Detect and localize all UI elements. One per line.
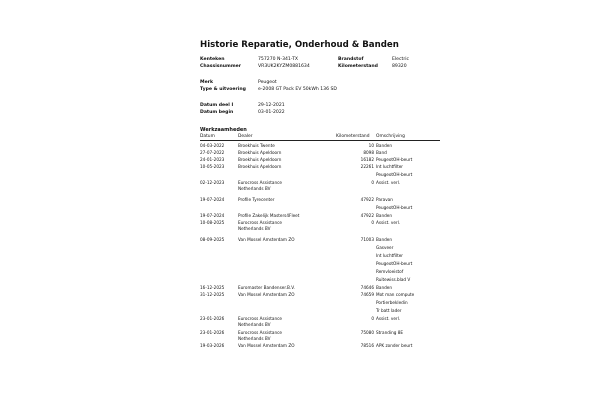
row-datum: 23-01-2026 [200, 330, 225, 335]
row-dealer: Eurocross Assistance Netherlands BV [238, 180, 282, 191]
row-kilometerstand: 0 [371, 316, 374, 321]
datum-begin-value: 03-01-2022 [258, 110, 285, 115]
row-omschrijving: Remvloeistof [376, 268, 404, 274]
merk-value: Peugeot [258, 80, 277, 85]
brandstof-value: Electric [392, 57, 410, 62]
row-omschrijving: Tr batt lader [376, 307, 402, 313]
row-kilometerstand: 16182 [360, 157, 374, 162]
row-kilometerstand: 78516 [360, 343, 374, 348]
row-omschrijving: Mot man compute [376, 292, 415, 297]
row-kilometerstand: 71003 [360, 237, 374, 242]
row-omschrijving: Int luchtfilter [376, 252, 404, 258]
row-dealer: Euromaster Bandenser.B.V. [238, 285, 295, 290]
datum-deel1-label: Datum deel I [200, 103, 234, 108]
row-omschrijving: PeugeotOH-beurt [376, 204, 413, 210]
row-datum: 16-12-2025 [200, 285, 225, 290]
row-omschrijving: Banden [376, 285, 392, 290]
row-datum: 02-12-2023 [200, 180, 225, 185]
chassisnummer-value: VR3UK2KYZM0881634 [258, 64, 310, 69]
row-dealer: Profile Zakelijk Masters4Fleet [238, 213, 300, 218]
kenteken-value: 757270 N-341-TX [258, 57, 299, 62]
row-kilometerstand: 8098 [363, 150, 374, 155]
row-datum: 08-09-2025 [200, 237, 225, 242]
row-dealer: Eurocross Assistance Netherlands BV [238, 330, 282, 341]
row-datum: 23-01-2026 [200, 316, 225, 321]
kilometerstand-value: 89320 [392, 64, 407, 69]
row-datum: 04-03-2022 [200, 143, 225, 148]
row-omschrijving: Band [376, 150, 387, 155]
row-omschrijving: Assist. verl. [376, 316, 401, 321]
row-omschrijving: Assist. verl. [376, 220, 401, 225]
datum-deel1-value: 29-12-2021 [258, 103, 285, 108]
row-datum: 31-12-2025 [200, 292, 225, 297]
row-dealer: Eurocross Assistance Netherlands BV [238, 316, 282, 327]
row-datum: 24-01-2023 [200, 157, 225, 162]
page-title: Historie Reparatie, Onderhoud & Banden [200, 40, 399, 50]
row-datum: 27-07-2022 [200, 150, 225, 155]
row-omschrijving: Banden [376, 143, 392, 148]
row-omschrijving: PeugeotOH-beurt [376, 260, 413, 266]
header-omschrijving: Omschrijving [376, 134, 405, 139]
row-kilometerstand: 0 [371, 180, 374, 185]
row-dealer: Van Mossel Amsterdam ZO [238, 343, 295, 348]
row-omschrijving: Banden [376, 237, 392, 242]
row-omschrijving: Paravan [376, 197, 393, 202]
row-dealer: Broekhuis Apeldoorn [238, 150, 282, 155]
row-omschrijving: Gasveer [376, 244, 394, 250]
header-km: Kilometerstand [336, 134, 370, 139]
row-kilometerstand: 47922 [360, 213, 374, 218]
row-omschrijving: Assist. verl. [376, 180, 401, 185]
row-dealer: Broekhuis Apeldoorn [238, 164, 282, 169]
row-kilometerstand: 47922 [360, 197, 374, 202]
kilometerstand-label: Kilometerstand [338, 64, 378, 69]
row-omschrijving: Stranding 8E [376, 330, 404, 335]
merk-label: Merk [200, 80, 214, 85]
row-datum: 10-05-2023 [200, 164, 225, 169]
row-dealer: Broekhuis Apeldoorn [238, 157, 282, 162]
chassisnummer-label: Chassisnummer [200, 64, 242, 69]
row-dealer: Profile Tyrecenter [238, 197, 275, 202]
row-omschrijving: Ruitewiss.blad V [376, 276, 411, 282]
header-dealer: Dealer [238, 134, 253, 139]
row-omschrijving: PeugeotOH-beurt [376, 157, 413, 162]
row-kilometerstand: 75080 [360, 330, 374, 335]
row-kilometerstand: 22261 [360, 164, 374, 169]
type-label: Type & uitvoering [200, 87, 246, 92]
row-kilometerstand: 74646 [360, 285, 374, 290]
row-dealer: Broekhuis Twente [238, 143, 275, 148]
row-omschrijving: APK zonder beurt [376, 343, 413, 348]
datum-begin-label: Datum begin [200, 110, 234, 115]
row-datum: 19-07-2024 [200, 213, 225, 218]
type-value: e-2008 GT Pack EV 50kWh 136 SD [258, 87, 337, 92]
row-dealer: Eurocross Assistance Netherlands BV [238, 220, 282, 231]
row-datum: 10-08-2025 [200, 220, 225, 225]
row-omschrijving: Int luchtfilter [376, 164, 404, 169]
row-kilometerstand: 74659 [360, 292, 374, 297]
row-omschrijving: Banden [376, 213, 392, 218]
kenteken-label: Kenteken [200, 57, 225, 62]
row-kilometerstand: 0 [371, 220, 374, 225]
row-kilometerstand: 10 [368, 143, 374, 148]
werkzaamheden-title: Werkzaamheden [200, 127, 247, 133]
brandstof-label: Brandstof [338, 57, 364, 62]
row-dealer: Van Mossel Amsterdam ZO [238, 237, 295, 242]
header-datum: Datum [200, 134, 215, 139]
row-omschrijving: PeugeotOH-beurt [376, 171, 413, 177]
table-header [200, 133, 440, 141]
row-omschrijving: Portierbekledin [376, 299, 408, 305]
row-datum: 19-03-2026 [200, 343, 225, 348]
row-dealer: Van Mossel Amsterdam ZO [238, 292, 295, 297]
row-datum: 19-07-2024 [200, 197, 225, 202]
